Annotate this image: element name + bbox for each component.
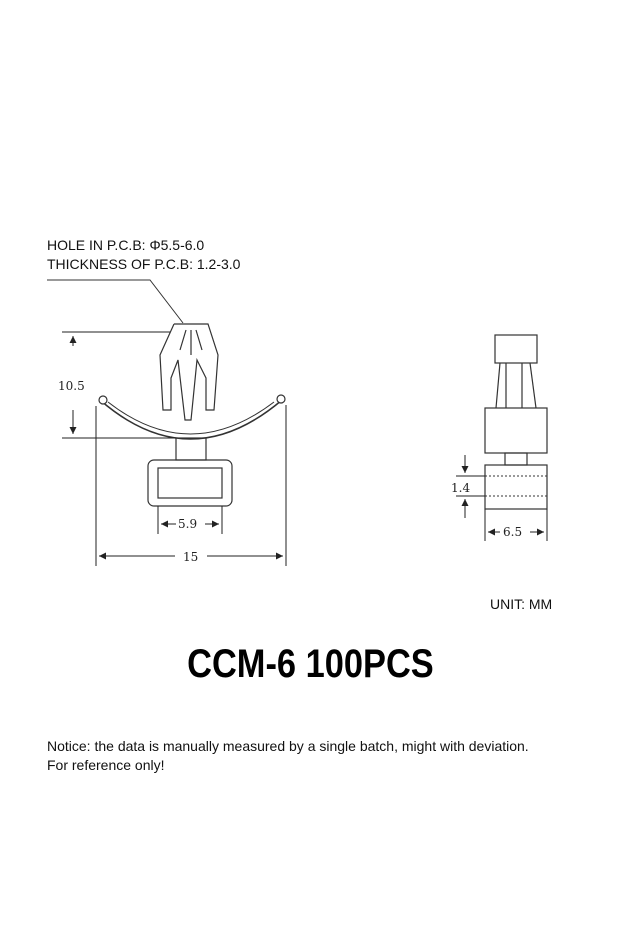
front-view-part [99, 324, 285, 506]
dimension-height-label: 10.5 [58, 379, 85, 393]
notice-line-2: For reference only! [47, 757, 165, 773]
product-title: CCM-6 100PCS [187, 642, 434, 686]
notice-line-1: Notice: the data is manually measured by a single batch, might with deviation. [47, 738, 529, 754]
dimension-overall-width [96, 405, 286, 566]
unit-label: UNIT: MM [490, 596, 553, 612]
hole-spec-note: HOLE IN P.C.B: Φ5.5-6.0 [47, 237, 205, 253]
dimension-side-height-label: 1.4 [451, 481, 471, 495]
side-view-part [485, 335, 547, 509]
dimension-side-width-label: 6.5 [503, 525, 523, 539]
note-leader-line [47, 280, 183, 323]
thickness-spec-note: THICKNESS OF P.C.B: 1.2-3.0 [47, 256, 241, 272]
dimension-overall-width-label: 15 [183, 550, 199, 564]
dimension-base-width-label: 5.9 [178, 517, 198, 531]
